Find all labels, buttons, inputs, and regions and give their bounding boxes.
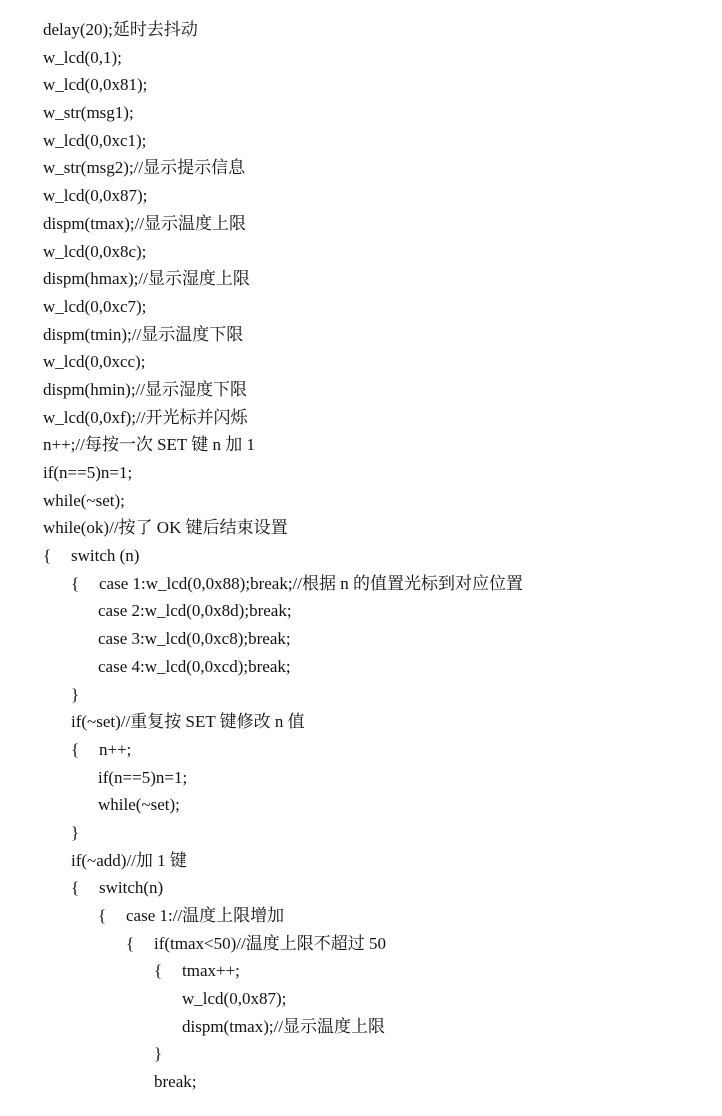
code-line: if(~add)//加 1 键 bbox=[71, 850, 187, 870]
code-line: w_lcd(0,0x8c); bbox=[43, 241, 147, 261]
close-brace: } bbox=[154, 1044, 163, 1064]
code-line: w_lcd(0,0x81); bbox=[43, 75, 148, 95]
code-line bbox=[43, 681, 523, 709]
code-line: w_lcd(0,0x87); bbox=[182, 989, 287, 1009]
open-brace: { bbox=[43, 546, 52, 566]
code-line: while(~set); bbox=[98, 795, 180, 815]
open-brace: { bbox=[71, 878, 80, 898]
code-line: while(ok)//按了 OK 键后结束设置 bbox=[43, 518, 288, 538]
code-line: dispm(hmin);//显示湿度下限 bbox=[43, 379, 247, 399]
code-line: w_lcd(0,0x87); bbox=[43, 186, 148, 206]
code-line: case 2:w_lcd(0,0x8d);break; bbox=[98, 601, 292, 621]
code-line: dispm(tmin);//显示温度下限 bbox=[43, 324, 244, 344]
code-line: { case 1:w_lcd(0,0x88);break;//根据 n 的值置光标到对应位置 bbox=[43, 570, 523, 598]
open-brace: { bbox=[154, 961, 163, 981]
code-line: w_str(msg2);//显示提示信息 bbox=[43, 158, 246, 178]
code-line: dispm(tmax);//显示温度上限 bbox=[182, 1016, 386, 1036]
code-line: if(n==5)n=1; bbox=[43, 463, 133, 482]
code-line bbox=[43, 1040, 523, 1068]
code-line: if(n==5)n=1; bbox=[98, 767, 188, 787]
code-line: { switch(n) bbox=[43, 874, 523, 902]
code-line: break; bbox=[154, 1072, 197, 1092]
code-line: dispm(tmax);//显示温度上限 bbox=[43, 213, 247, 233]
code-line: case 4:w_lcd(0,0xcd);break; bbox=[98, 656, 291, 676]
code-line: w_lcd(0,0xc7); bbox=[43, 296, 147, 316]
open-brace: { bbox=[126, 933, 135, 953]
code-line: w_lcd(0,0xc1); bbox=[43, 130, 147, 150]
code-line: case 3:w_lcd(0,0xc8);break; bbox=[98, 629, 291, 649]
code-listing bbox=[43, 16, 523, 1096]
code-line: if(~set)//重复按 SET 键修改 n 值 bbox=[71, 712, 305, 732]
code-line: { tmax++; bbox=[43, 957, 523, 985]
code-line: delay(20);延时去抖动 bbox=[43, 20, 198, 39]
code-line: w_str(msg1); bbox=[43, 103, 134, 123]
code-line: while(~set); bbox=[43, 490, 125, 510]
close-brace: } bbox=[71, 684, 80, 704]
code-line: dispm(hmax);//显示湿度上限 bbox=[43, 269, 250, 289]
code-line bbox=[43, 819, 523, 847]
open-brace: { bbox=[71, 573, 80, 593]
code-line: { if(tmax<50)//温度上限不超过 50 bbox=[43, 930, 523, 958]
open-brace: { bbox=[71, 739, 80, 759]
open-brace: { bbox=[98, 906, 107, 925]
code-line: w_lcd(0,1); bbox=[43, 47, 122, 67]
code-line: w_lcd(0,0xf);//开光标并闪烁 bbox=[43, 407, 248, 427]
code-line: w_lcd(0,0xcc); bbox=[43, 352, 146, 372]
code-line: n++;//每按一次 SET 键 n 加 1 bbox=[43, 435, 256, 455]
code-line: { n++; bbox=[43, 736, 523, 764]
code-line: { case 1://温度上限增加 bbox=[43, 902, 523, 930]
close-brace: } bbox=[71, 822, 80, 842]
code-line: { switch (n) bbox=[43, 542, 523, 570]
